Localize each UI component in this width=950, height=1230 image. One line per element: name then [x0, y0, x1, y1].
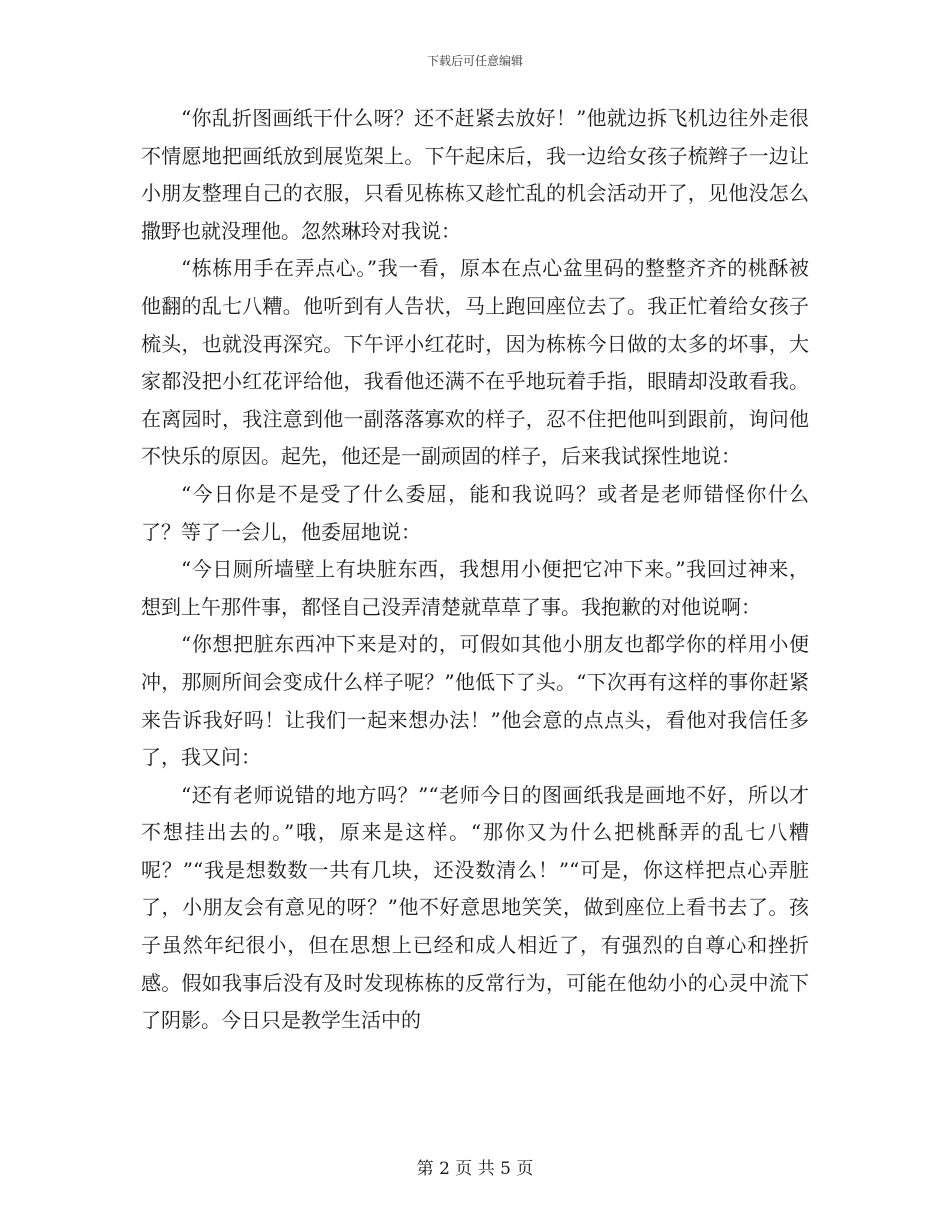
paragraph-6: “还有老师说错的地方吗？”“老师今日的图画纸我是画地不好，所以才不想挂出去的。”哦，原来是这样。“那你又为什么把桃酥弄的乱七八糟呢？”“我是想数数一共有几块，还没数清么！”“可是，你这样把点心弄脏了，小朋友会有意见的呀？”他不好意思地笑笑，做到座位上看书去了。孩子虽然年纪很小，但在思想上已经和成人相近了，有强烈的自尊心和挫折感。假如我事后没有及时发现栋栋的反常行为，可能在他幼小的心灵中流下了阴影。今日只是教学生活中的 — [141, 782, 809, 1033]
paragraph-4: “今日厕所墙壁上有块脏东西，我想用小便把它冲下来。”我回过神来，想到上午那件事，都怪自己没弄清楚就草草了事。我抱歉的对他说啊： — [141, 557, 809, 619]
page-header-note: 下载后可任意编辑 — [426, 54, 523, 68]
paragraph-3: “今日你是不是受了什么委屈，能和我说吗？或者是老师错怪你什么了？等了一会儿，他委屈地说： — [141, 481, 809, 544]
page-number-footer — [0, 1154, 950, 1179]
page-number-text: 第 2 页 共 5 页 — [416, 1159, 534, 1179]
document-body — [141, 100, 809, 1040]
paragraph-5: “你想把脏东西冲下来是对的，可假如其他小朋友也都学你的样用小便冲，那厕所间会变成什么样子呢？”他低下了头。“下次再有这样的事你赶紧来告诉我好吗！让我们一起来想办法！”他会意的点点头，看他对我信任多了，我又问： — [141, 632, 809, 770]
paragraph-2: “栋栋用手在弄点心。”我一看，原本在点心盆里码的整整齐齐的桃酥被他翻的乱七八糟。他听到有人告状，马上跑回座位去了。我正忙着给女孩子梳头，也就没再深究。下午评小红花时，因为栋栋今日做的太多的坏事，大家都没把小红花评给他，我看他还满不在乎地玩着手指，眼睛却没敢看我。在离园时，我注意到他一副落落寡欢的样子，忍不住把他叫到跟前，询问他不快乐的原因。起先，他还是一副顽固的样子，后来我试探性地说： — [141, 256, 809, 469]
paragraph-1: “你乱折图画纸干什么呀？还不赶紧去放好！”他就边拆飞机边往外走很不情愿地把画纸放到展览架上。下午起床后，我一边给女孩子梳辫子一边让小朋友整理自己的衣服，只看见栋栋又趁忙乱的机会活动开了，见他没怎么撒野也就没理他。忽然琳玲对我说： — [141, 106, 809, 243]
